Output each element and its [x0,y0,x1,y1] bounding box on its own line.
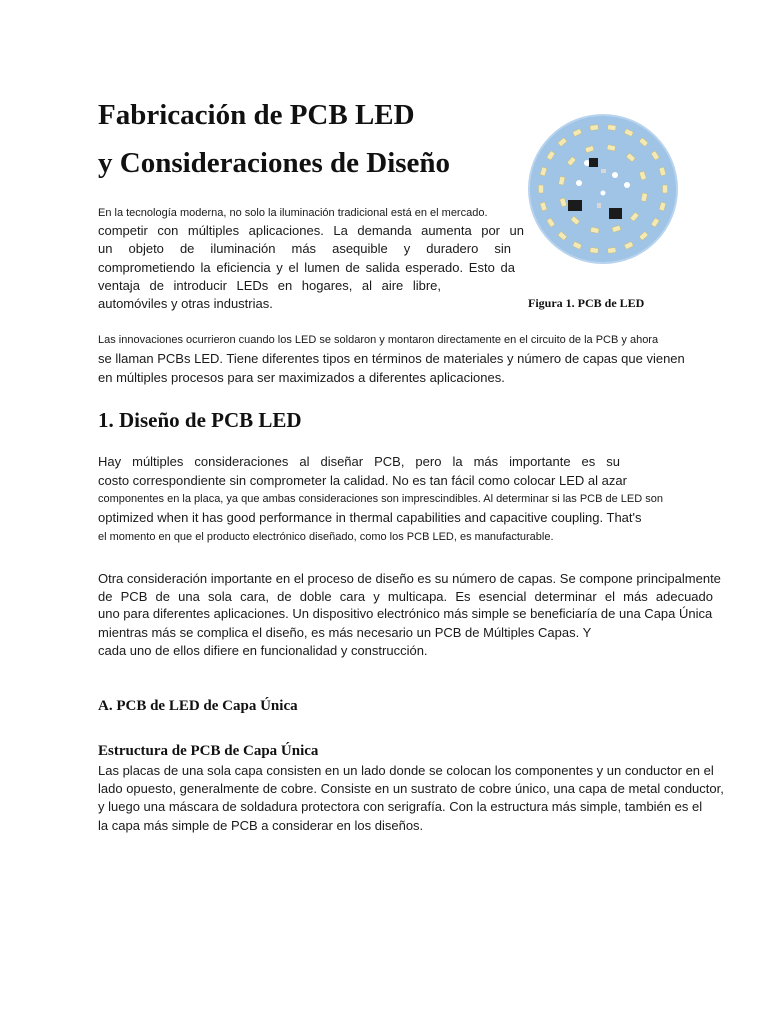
section1-line: uno para diferentes aplicaciones. Un dispositivo electrónico más simple se beneficiaría de una Capa Única [98,606,713,621]
section1-line: Hay múltiples consideraciones al diseñar PCB, pero la más importante es su [98,454,620,469]
title-line-1: Fabricación de PCB LED [98,99,415,131]
led-chip [590,247,599,253]
led-pcb-image [527,113,679,265]
section1-line: componentes en la placa, ya que ambas consideraciones son imprescindibles. Al determinar si las PCB de LED son [98,493,663,505]
sectionA-line: y luego una máscara de soldadura protectora con serigrafía. Con la estructura más simple, también es el [98,799,703,814]
intro-line: automóviles y otras industrias. [98,296,273,311]
intro-line: ventaja de introducir LEDs en hogares, al aire libre, [98,278,441,293]
innovations-line: en múltiples procesos para ser maximizados a diferentes aplicaciones. [98,370,505,385]
section-heading: 1. Diseño de PCB LED [98,408,302,432]
section1-line: cada uno de ellos difiere en funcionalidad y construcción. [98,643,428,658]
innovations-line: Las innovaciones ocurrieron cuando los LED se soldaron y montaron directamente en el circuito de la PCB y ahora [98,334,659,346]
section1-line: costo correspondiente sin comprometer la calidad. No es tan fácil como colocar LED al azar [98,473,627,488]
section1-line: el momento en que el producto electrónico diseñado, como los PCB LED, es manufacturable. [98,531,554,543]
sectionA-line: la capa más simple de PCB a considerar en los diseños. [98,818,424,833]
sectionA-line: lado opuesto, generalmente de cobre. Consiste en un sustrato de cobre único, una capa de metal conductor, [98,781,724,796]
intro-line: comprometiendo la eficiencia y el lumen de salida esperado. Esto da [98,260,515,275]
led-chip [663,185,668,193]
sectionA-line: Las placas de una sola capa consisten en un lado donde se colocan los componentes y un conductor en el [98,763,714,778]
led-chip [590,125,599,131]
section1-line: de PCB de una sola cara, de doble cara y multicapa. Es esencial determinar el más adecuado [98,589,713,604]
subsection-heading: A. PCB de LED de Capa Única [98,698,298,714]
led-chip [607,125,616,131]
structure-heading: Estructura de PCB de Capa Única [98,743,319,759]
led-chip [539,185,544,193]
section1-line: Otra consideración importante en el proceso de diseño es su número de capas. Se compone principalmente [98,571,721,586]
innovations-line: se llaman PCBs LED. Tiene diferentes tipos en términos de materiales y número de capas que vienen [98,351,685,366]
section1-line: mientras más se complica el diseño, es más necesario un PCB de Múltiples Capas. Y [98,625,592,640]
title-line-2: y Consideraciones de Diseño [98,147,451,179]
intro-line: un objeto de iluminación más asequible y duradero sin [98,241,511,256]
intro-line: En la tecnología moderna, no solo la iluminación tradicional está en el mercado. [98,207,488,219]
figure-caption: Figura 1. PCB de LED [528,296,645,310]
section1-line: optimized when it has good performance in thermal capabilities and capacitive coupling. That's [98,510,642,525]
intro-line: competir con múltiples aplicaciones. La demanda aumenta por un [98,223,524,238]
led-chip [607,247,616,253]
